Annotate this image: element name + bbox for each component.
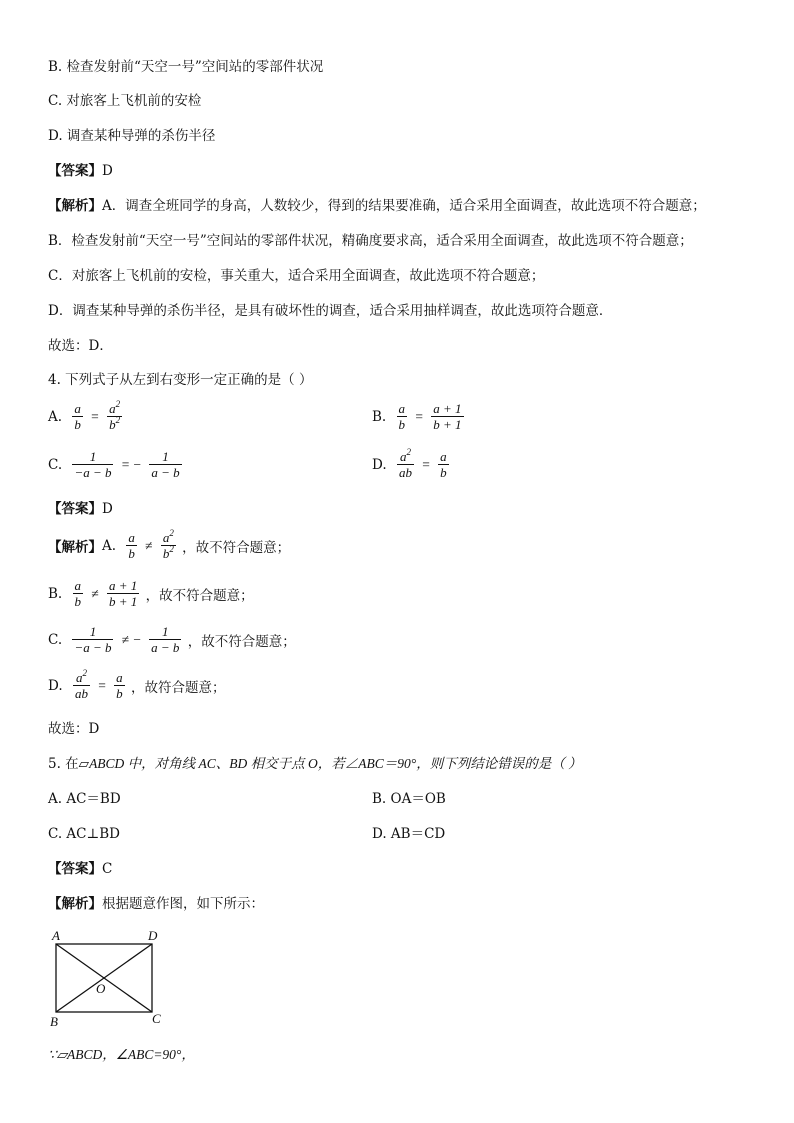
fraction: $\frac{a}{b}$ xyxy=(398,401,406,432)
vertex-label-b: B xyxy=(50,1014,58,1029)
analysis-tag: 【解析】 xyxy=(48,539,102,556)
fraction: $\frac{a}{b}$ xyxy=(74,401,81,432)
rectangle-diagram xyxy=(44,926,174,1034)
fraction: $\frac{a^2}{ab}$ xyxy=(398,447,412,480)
q4-solution-b: B. $\frac{a}{b}$ ≠ $\frac{a + 1}{b + 1}$ ，故不符合题意； xyxy=(48,578,254,609)
answer-tag: 【答案】 xyxy=(48,861,102,877)
q5-last-line: ∵▱ABCD，∠ABC=90°， xyxy=(48,1047,195,1062)
answer-value: C xyxy=(102,861,113,877)
fraction: $\frac{1}{-a - b}$ xyxy=(74,449,112,480)
q3-option-d: D. 调查某种导弹的杀伤半径 xyxy=(48,128,216,144)
q5-option-d: D. AB＝CD xyxy=(372,826,446,842)
q4-option-c: C. $\frac{1}{-a - b}$ = − $\frac{1}{a - b}$ xyxy=(48,449,180,480)
fraction: $\frac{a}{b}$ xyxy=(74,578,82,609)
analysis-text: A．调查全班同学的身高，人数较少，得到的结果要准确，适合采用全面调查，故此选项不符合题意； xyxy=(102,198,706,214)
q4-answer xyxy=(48,500,113,518)
q4-stem: 4. 下列式子从左到右变形一定正确的是（ ） xyxy=(48,372,313,388)
answer-value: D xyxy=(102,163,113,179)
q3-analysis-line-1 xyxy=(48,197,706,215)
point-label-o: O xyxy=(96,981,106,996)
vertex-label-c: C xyxy=(152,1011,161,1026)
q4-solution-c: C. $\frac{1}{-a - b}$ ≠ − $\frac{1}{a - b}$ ，故不符合题意； xyxy=(48,624,296,655)
q5-option-c: C. AC⊥BD xyxy=(48,826,120,842)
answer-value: D xyxy=(102,501,113,517)
fraction: $\frac{a}{b}$ xyxy=(116,670,123,701)
q4-option-d: D. $\frac{a^2}{ab}$ = $\frac{a}{b}$ xyxy=(372,447,447,480)
q4-option-b: B. $\frac{a}{b}$ = $\frac{a + 1}{b + 1}$ xyxy=(372,401,462,432)
q5-answer xyxy=(48,860,112,878)
q5-option-b: B. OA＝OB xyxy=(372,791,446,807)
q4-conclusion: 故选：D xyxy=(48,721,100,737)
q5-option-a: A. AC＝BD xyxy=(48,791,121,807)
q4-solution-a: 【解析】A. $\frac{a}{b}$ ≠ $\frac{a^2}{b^2}$ ，故不符合题意； xyxy=(48,528,291,561)
vertex-label-d: D xyxy=(148,928,158,943)
q3-answer xyxy=(48,162,113,180)
fraction: $\frac{a + 1}{b + 1}$ xyxy=(433,401,462,432)
fraction: $\frac{a^2}{ab}$ xyxy=(74,668,88,701)
q3-analysis-line-4: D．调查某种导弹的杀伤半径，是具有破坏性的调查，适合采用抽样调查，故此选项符合题意． xyxy=(48,303,613,319)
analysis-tag: 【解析】 xyxy=(48,896,102,912)
q4-solution-d: D. $\frac{a^2}{ab}$ = $\frac{a}{b}$ ，故符合题意； xyxy=(48,668,226,701)
answer-tag: 【答案】 xyxy=(48,501,102,517)
q5-analysis: 【解析】根据题意作图，如下所示： xyxy=(48,896,264,912)
fraction: $\frac{a + 1}{b + 1}$ xyxy=(109,578,138,609)
q5-stem: 5. 在▱ABCD 中，对角线 AC、BD 相交于点 O，若∠ABC＝90°，则下列结论错误的是（ ） xyxy=(48,756,582,772)
fraction: $\frac{a^2}{b^2}$ xyxy=(162,528,174,561)
q3-option-b: B. 检查发射前“天空一号”空间站的零部件状况 xyxy=(48,59,324,75)
q3-analysis-line-2: B．检查发射前“天空一号”空间站的零部件状况，精确度要求高，适合采用全面调查，故此选项不符合题意； xyxy=(48,233,693,249)
q3-option-c: C. 对旅客上飞机前的安检 xyxy=(48,93,202,109)
fraction: $\frac{a^2}{b^2}$ xyxy=(109,399,121,432)
fraction: $\frac{a}{b}$ xyxy=(440,449,447,480)
q4-option-a: A. $\frac{a}{b}$ = $\frac{a^2}{b^2}$ xyxy=(48,399,121,432)
vertex-label-a: A xyxy=(52,928,60,943)
analysis-tag: 【解析】 xyxy=(48,198,102,214)
fraction: $\frac{1}{a - b}$ xyxy=(151,624,180,655)
parallelogram-symbol: ▱ xyxy=(78,756,90,772)
q3-analysis-line-3: C．对旅客上飞机前的安检，事关重大，适合采用全面调查，故此选项不符合题意； xyxy=(48,268,545,284)
fraction: $\frac{1}{a - b}$ xyxy=(151,449,180,480)
fraction: $\frac{1}{-a - b}$ xyxy=(74,624,112,655)
q3-conclusion: 故选：D． xyxy=(48,338,113,354)
fraction: $\frac{a}{b}$ xyxy=(128,530,135,561)
answer-tag: 【答案】 xyxy=(48,163,102,179)
